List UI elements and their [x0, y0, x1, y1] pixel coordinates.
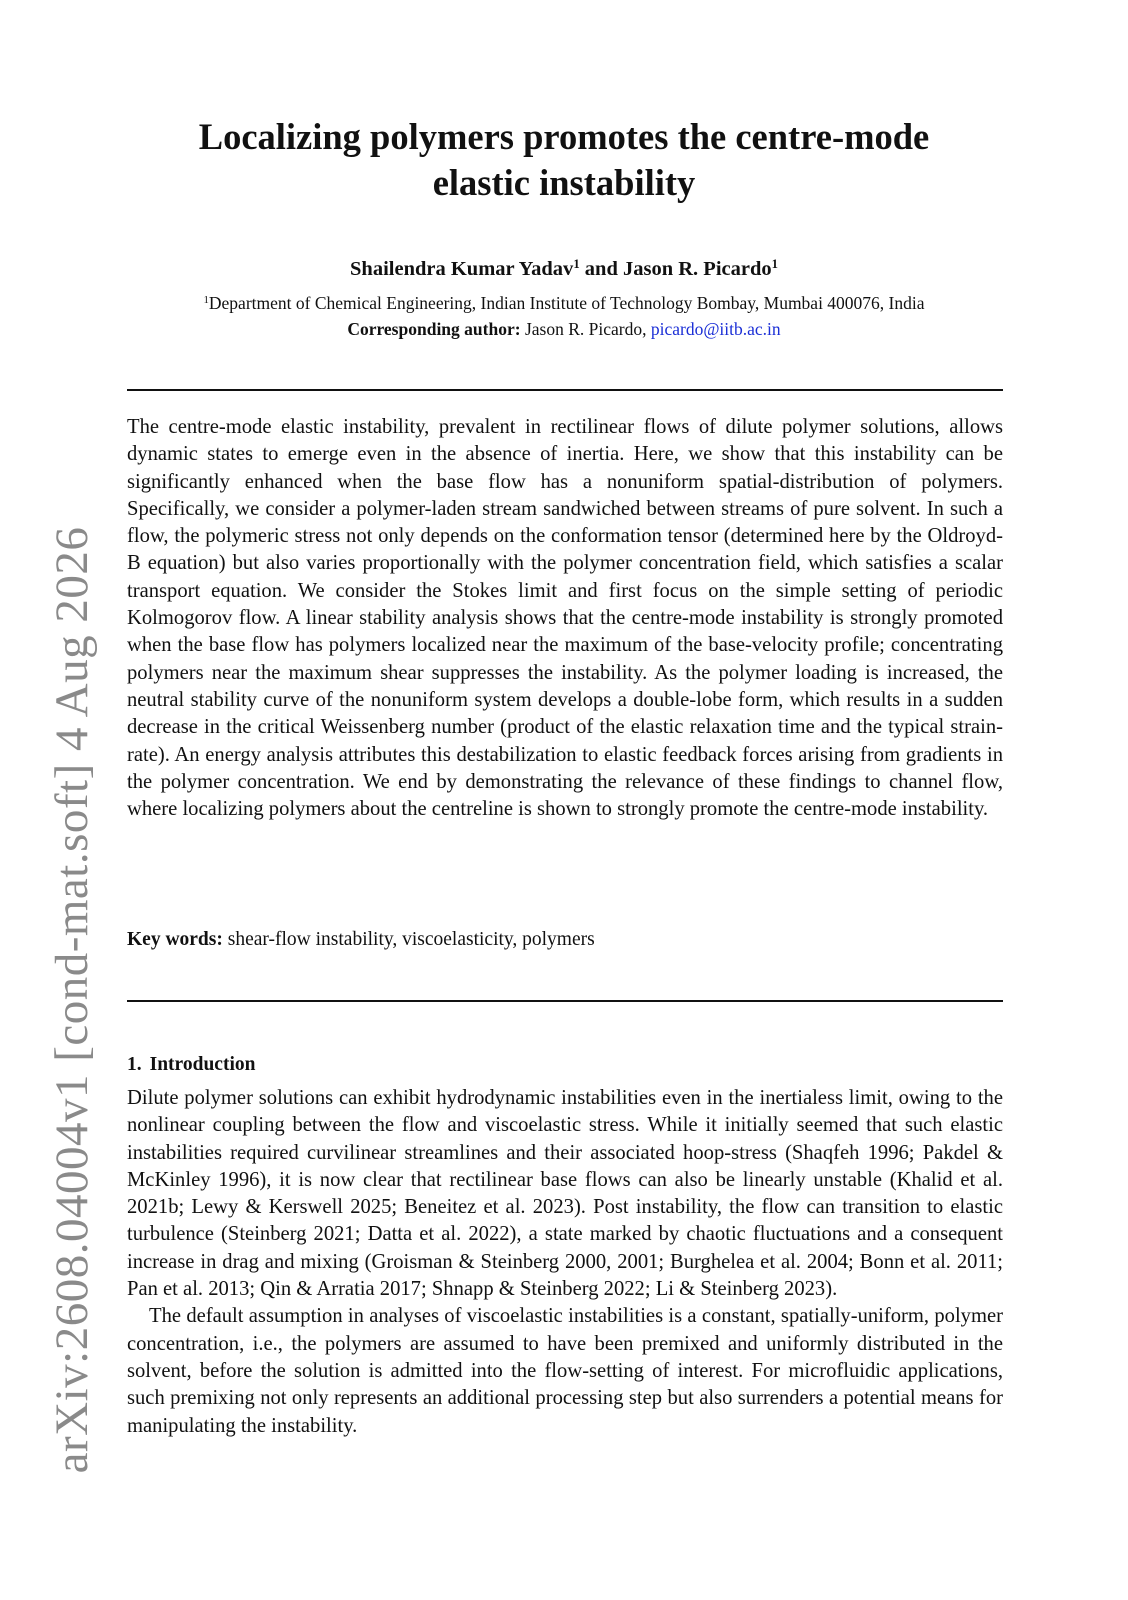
author-list [164, 256, 964, 282]
author-conjunction: and [579, 258, 623, 280]
email-link[interactable]: picardo@iitb.ac.in [650, 319, 781, 339]
section-number: 1. [127, 1054, 142, 1075]
affiliation-marker: 1 [203, 294, 209, 307]
corresponding-author-label: Corresponding author: [347, 319, 521, 339]
affiliation-block [114, 290, 1014, 342]
affiliation-text: Department of Chemical Engineering, Indian Institute of Technology Bombay, Mumbai 400076, India [208, 293, 925, 313]
keywords-label: Key words: [127, 929, 223, 950]
author-name: Shailendra Kumar Yadav [350, 258, 574, 280]
paper-title: Localizing polymers promotes the centre-mode elastic instability [198, 116, 930, 203]
keywords-text: shear-flow instability, viscoelasticity, polymers [222, 929, 595, 950]
author-name: Jason R. Picardo [622, 258, 772, 280]
intro-paragraph: The default assumption in analyses of viscoelastic instabilities is a constant, spatially-uniform, polymer concentration, i.e., the polymers are assumed to have been premixed and uniformly distributed in the solvent, before the solution is admitted into the flow-setting of interest. For microfluidic applications, such premixing not only represents an additional processing step but also surrenders a potential means for manipulating the instability. [127, 1305, 1003, 1437]
abstract-top-rule [127, 389, 1003, 391]
affiliation-line [114, 290, 1014, 316]
abstract-text: The centre-mode elastic instability, prevalent in rectilinear flows of dilute polymer solutions, allows dynamic states to emerge even in the absence of inertia. Here, we show that this instability can be significantly enhanced when the base flow has a nonuniform spatial-distribution of polymers. Specifically, we consider a polymer-laden stream sandwiched between streams of pure solvent. In such a flow, the polymeric stress not only depends on the conformation tensor (determined here by the Oldroyd-B equation) but also varies proportionally with the polymer concentration field, which satisfies a scalar transport equation. We consider the Stokes limit and first focus on the simple setting of periodic Kolmogorov flow. A linear stability analysis shows that the centre-mode instability is strongly promoted when the base flow has polymers localized near the maximum of the base-velocity profile; concentrating polymers near the maximum shear suppresses the instability. As the polymer loading is increased, the neutral stability curve of the nonuniform system develops a double-lobe form, which results in a sudden decrease in the critical Weissenberg number (product of the elastic relaxation time and the typical strainrate). An energy analysis attributes this destabilization to elastic feedback forces arising from gradients in the polymer concentration. We end by demonstrating the relevance of these findings to channel flow, where localizing polymers about the centreline is shown to strongly promote the centre-mode instability. [127, 416, 1003, 821]
intro-paragraph: Dilute polymer solutions can exhibit hydrodynamic instabilities even in the inertialess limit, owing to the nonlinear coupling between the flow and viscoelastic stress. While it initially seemed that such elastic instabilities required curvilinear streamlines and their associated hoop-stress (Shaqfeh 1996; Pakdel & McKinley 1996), it is now clear that rectilinear base flows can also be linearly unstable (Khalid et al. 2021b; Lewy & Kerswell 2025; Beneitez et al. 2023). Post instability, the flow can transition to elastic turbulence (Steinberg 2021; Datta et al. 2022), a state marked by chaotic fluctuations and a consequent increase in drag and mixing (Groisman & Steinberg 2000, 2001; Burghelea et al. 2004; Bonn et al. 2011; Pan et al. 2013; Qin & Arratia 2017; Shnapp & Steinberg 2022; Li & Steinberg 2023). [127, 1087, 1003, 1301]
abstract-bottom-rule [127, 1000, 1003, 1002]
affiliation-marker: 1 [771, 257, 778, 272]
arxiv-side-stamp: arXiv:2608.04004v1 [cond-mat.soft] 4 Aug 2026 [46, 526, 98, 1474]
introduction-body [127, 1085, 1003, 1440]
section-title: Introduction [149, 1054, 256, 1075]
section-heading [127, 1052, 1003, 1078]
corresponding-author-name: Jason R. Picardo, [520, 319, 651, 339]
corresponding-author-line [114, 316, 1014, 342]
keywords-line [127, 926, 1003, 953]
affiliation-marker: 1 [573, 257, 580, 272]
